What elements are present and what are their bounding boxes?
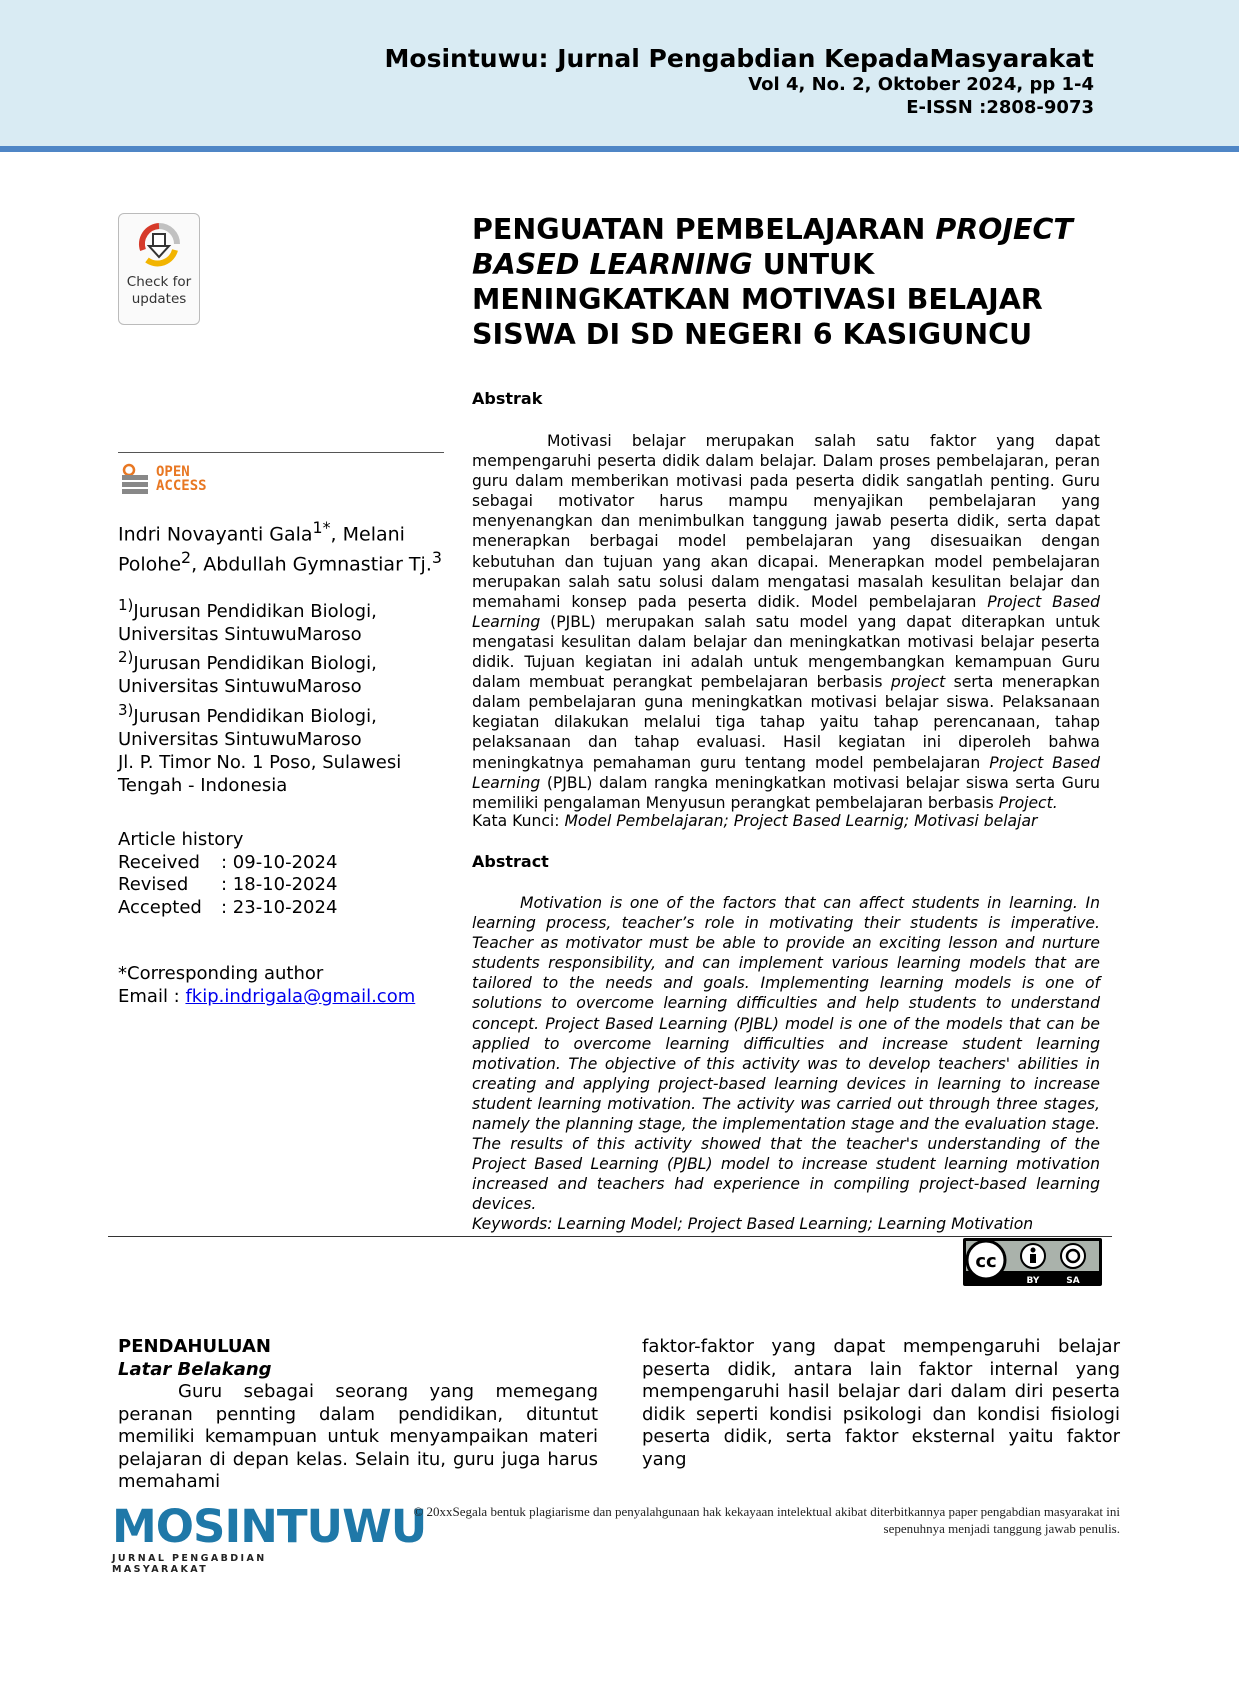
affiliation: $^{3)}$Jurusan Pendidikan Biologi, Universitas SintuwuMaroso bbox=[118, 700, 377, 750]
address: Jl. P. Timor No. 1 Poso, Sulawesi Tengah - Indonesia bbox=[118, 752, 402, 796]
mosintuwu-logo bbox=[112, 1500, 427, 1575]
abstrak-body: Motivasi belajar merupakan salah satu faktor yang dapat mempengaruhi peserta didik dalam belajar. Dalam proses pembelajaran, peran guru dalam memberikan motivasi pada peserta didik sangatlah penting. Guru sebagai motivator harus mampu menyajikan pembelajaran yang menyenangkan dan menimbulkan tanggung jawab peserta didik, serta dapat menerapkan berbagai model pembelajaran yang disesuaikan dengan kebutuhan dan tujuan yang akan dicapai. Menerapkan model pembelajaran merupakan salah satu solusi dalam mengatasi masalah kesulitan belajar dan memahami konsep pada peserta didik. Model pembelajaran Project Based Learning (PJBL) merupakan salah satu model yang dapat diterapkan untuk mengatasi kesulitan dalam belajar dan meningkatkan motivasi belajar peserta didik. Tujuan kegiatan ini adalah untuk mengembangkan kemampuan Guru dalam membuat perangkat pembelajaran berbasis project serta menerapkan dalam pembelajaran guna meningkatkan motivasi belajar siswa. Pelaksanaan kegiatan dilakukan melalui tiga tahap yaitu tahap perencanaan, tahap pelaksanaan dan tahap evaluasi. Hasil kegiatan ini diperoleh bahwa meningkatnya pemahaman guru tentang model pembelajaran Project Based Learning (PJBL) dalam rangka meningkatkan motivasi belajar siswa serta Guru memiliki pengalaman Menyusun perangkat pembelajaran berbasis Project. bbox=[472, 432, 1101, 812]
history-heading: Article history bbox=[118, 829, 244, 850]
author-2: , Melani Polohe bbox=[118, 523, 405, 576]
check-for-updates-badge[interactable] bbox=[118, 213, 200, 325]
email-label: Email : bbox=[118, 985, 186, 1007]
journal-volume: Vol 4, No. 2, Oktober 2024, pp 1-4 bbox=[748, 74, 1094, 95]
svg-text:cc: cc bbox=[975, 1251, 997, 1272]
journal-header bbox=[0, 0, 1239, 146]
open-access-badge bbox=[120, 463, 210, 499]
cc-by-label: BY bbox=[1026, 1276, 1040, 1286]
intro-column-2: faktor-faktor yang dapat mempengaruhi belajar peserta didik, antara lain faktor internal yang mempengaruhi hasil belajar dari dalam diri peserta didik seperti kondisi psikologi dan kondisi fisiologi peserta didik, serta faktor eksternal yaitu faktor yang bbox=[642, 1336, 1120, 1470]
intro-paragraph: Guru sebagai seorang yang memegang peranan pennting dalam pendidikan, dituntut memiliki kemampuan untuk menyampaikan materi pelajaran di depan kelas. Selain itu, guru juga harus memahami bbox=[118, 1381, 598, 1492]
cfu-line1: Check for bbox=[126, 274, 192, 290]
abstract-divider bbox=[108, 1236, 1112, 1237]
corresponding-label: *Corresponding author bbox=[118, 963, 324, 984]
oa-line1: OPEN bbox=[156, 464, 190, 480]
title-part2: UNTUK MENINGKATKAN MOTIVASI BELAJAR SISWA DI SD NEGERI 6 KASIGUNCU bbox=[472, 248, 1043, 351]
journal-name: Mosintuwu: Jurnal Pengabdian KepadaMasyarakat bbox=[384, 44, 1094, 73]
keywords: Keywords: Learning Model; Project Based Learning; Learning Motivation bbox=[472, 1215, 1034, 1233]
left-divider bbox=[118, 452, 444, 453]
author-3: , Abdullah Gymnastiar Tj. bbox=[191, 553, 432, 576]
title-part1: PENGUATAN PEMBELAJARAN bbox=[472, 213, 936, 246]
affiliation: $^{1)}$Jurusan Pendidikan Biologi, Universitas SintuwuMaroso bbox=[118, 596, 377, 645]
cc-sa-label: SA bbox=[1066, 1276, 1080, 1286]
check-for-updates-icon bbox=[137, 222, 181, 268]
history-revised: Revised : 18-10-2024 bbox=[118, 874, 338, 895]
open-access-icon bbox=[120, 463, 152, 499]
author-1-sup: 1* bbox=[312, 518, 331, 537]
cfu-line2: updates bbox=[131, 291, 187, 307]
section-heading: PENDAHULUAN bbox=[118, 1336, 271, 1357]
abstrak-heading: Abstrak bbox=[472, 389, 543, 408]
abstract-body: Motivation is one of the factors that can affect students in learning. In learning process, teacher’s role in motivating their students is imperative. Teacher as motivator must be able to provide an exciting lesson and nurture students responsibility, and can implement various learning models that are tailored to the needs and goals. Implementing learning models is one of solutions to overcome learning difficulties and help students to understand concept. Project Based Learning (PJBL) model is one of the models that can be applied to overcome learning difficulties and increase student learning motivation. The objective of this activity was to develop teachers' abilities in creating and applying project-based learning devices in learning to increase student learning motivation. The activity was carried out through three stages, namely the planning stage, the implementation stage and the evaluation stage. The results of this activity showed that the teacher's understanding of the Project Based Learning (PJBL) model to increase student learning motivation increased and teachers had experience in compiling project-based learning devices. bbox=[472, 894, 1100, 1214]
subsection-heading: Latar Belakang bbox=[118, 1358, 272, 1380]
article-history bbox=[118, 829, 448, 919]
author-list bbox=[118, 516, 448, 577]
title-italic: PROJECT BASED LEARNING bbox=[472, 213, 1073, 281]
logo-subtitle: JURNAL PENGABDIAN MASYARAKAT bbox=[112, 1553, 267, 1575]
corresponding-author bbox=[118, 963, 448, 1008]
paper-title bbox=[472, 212, 1112, 352]
journal-issn: E-ISSN :2808-9073 bbox=[906, 97, 1094, 118]
header-rule bbox=[0, 146, 1239, 152]
author-3-sup: 3 bbox=[431, 548, 442, 568]
abstract-heading: Abstract bbox=[472, 852, 549, 871]
author-1: Indri Novayanti Gala bbox=[118, 523, 313, 546]
cc-by-sa-license-icon[interactable] bbox=[963, 1238, 1102, 1286]
author-2-sup: 2 bbox=[181, 548, 192, 568]
history-accepted: Accepted : 23-10-2024 bbox=[118, 896, 338, 918]
oa-line2: ACCESS bbox=[156, 478, 207, 494]
email-link[interactable]: fkip.indrigala@gmail.com bbox=[185, 985, 416, 1007]
kata-kunci: Kata Kunci: Model Pembelajaran; Project Based Learnig; Motivasi belajar bbox=[472, 812, 1038, 830]
intro-column-1 bbox=[118, 1336, 598, 1494]
footer-note: © 20xxSegala bentuk plagiarisme dan penyalahgunaan hak kekayaan intelektual akibat diterbitkannya paper pengabdian masyarakat ini sepenuhnya menjadi tanggung jawab penulis. bbox=[413, 1504, 1120, 1536]
logo-text: MOSINTUWU bbox=[112, 1500, 427, 1553]
history-received: Received : 09-10-2024 bbox=[118, 851, 338, 873]
affiliations bbox=[118, 594, 448, 751]
affiliation: $^{2)}$Jurusan Pendidikan Biologi, Universitas SintuwuMaroso bbox=[118, 648, 377, 698]
